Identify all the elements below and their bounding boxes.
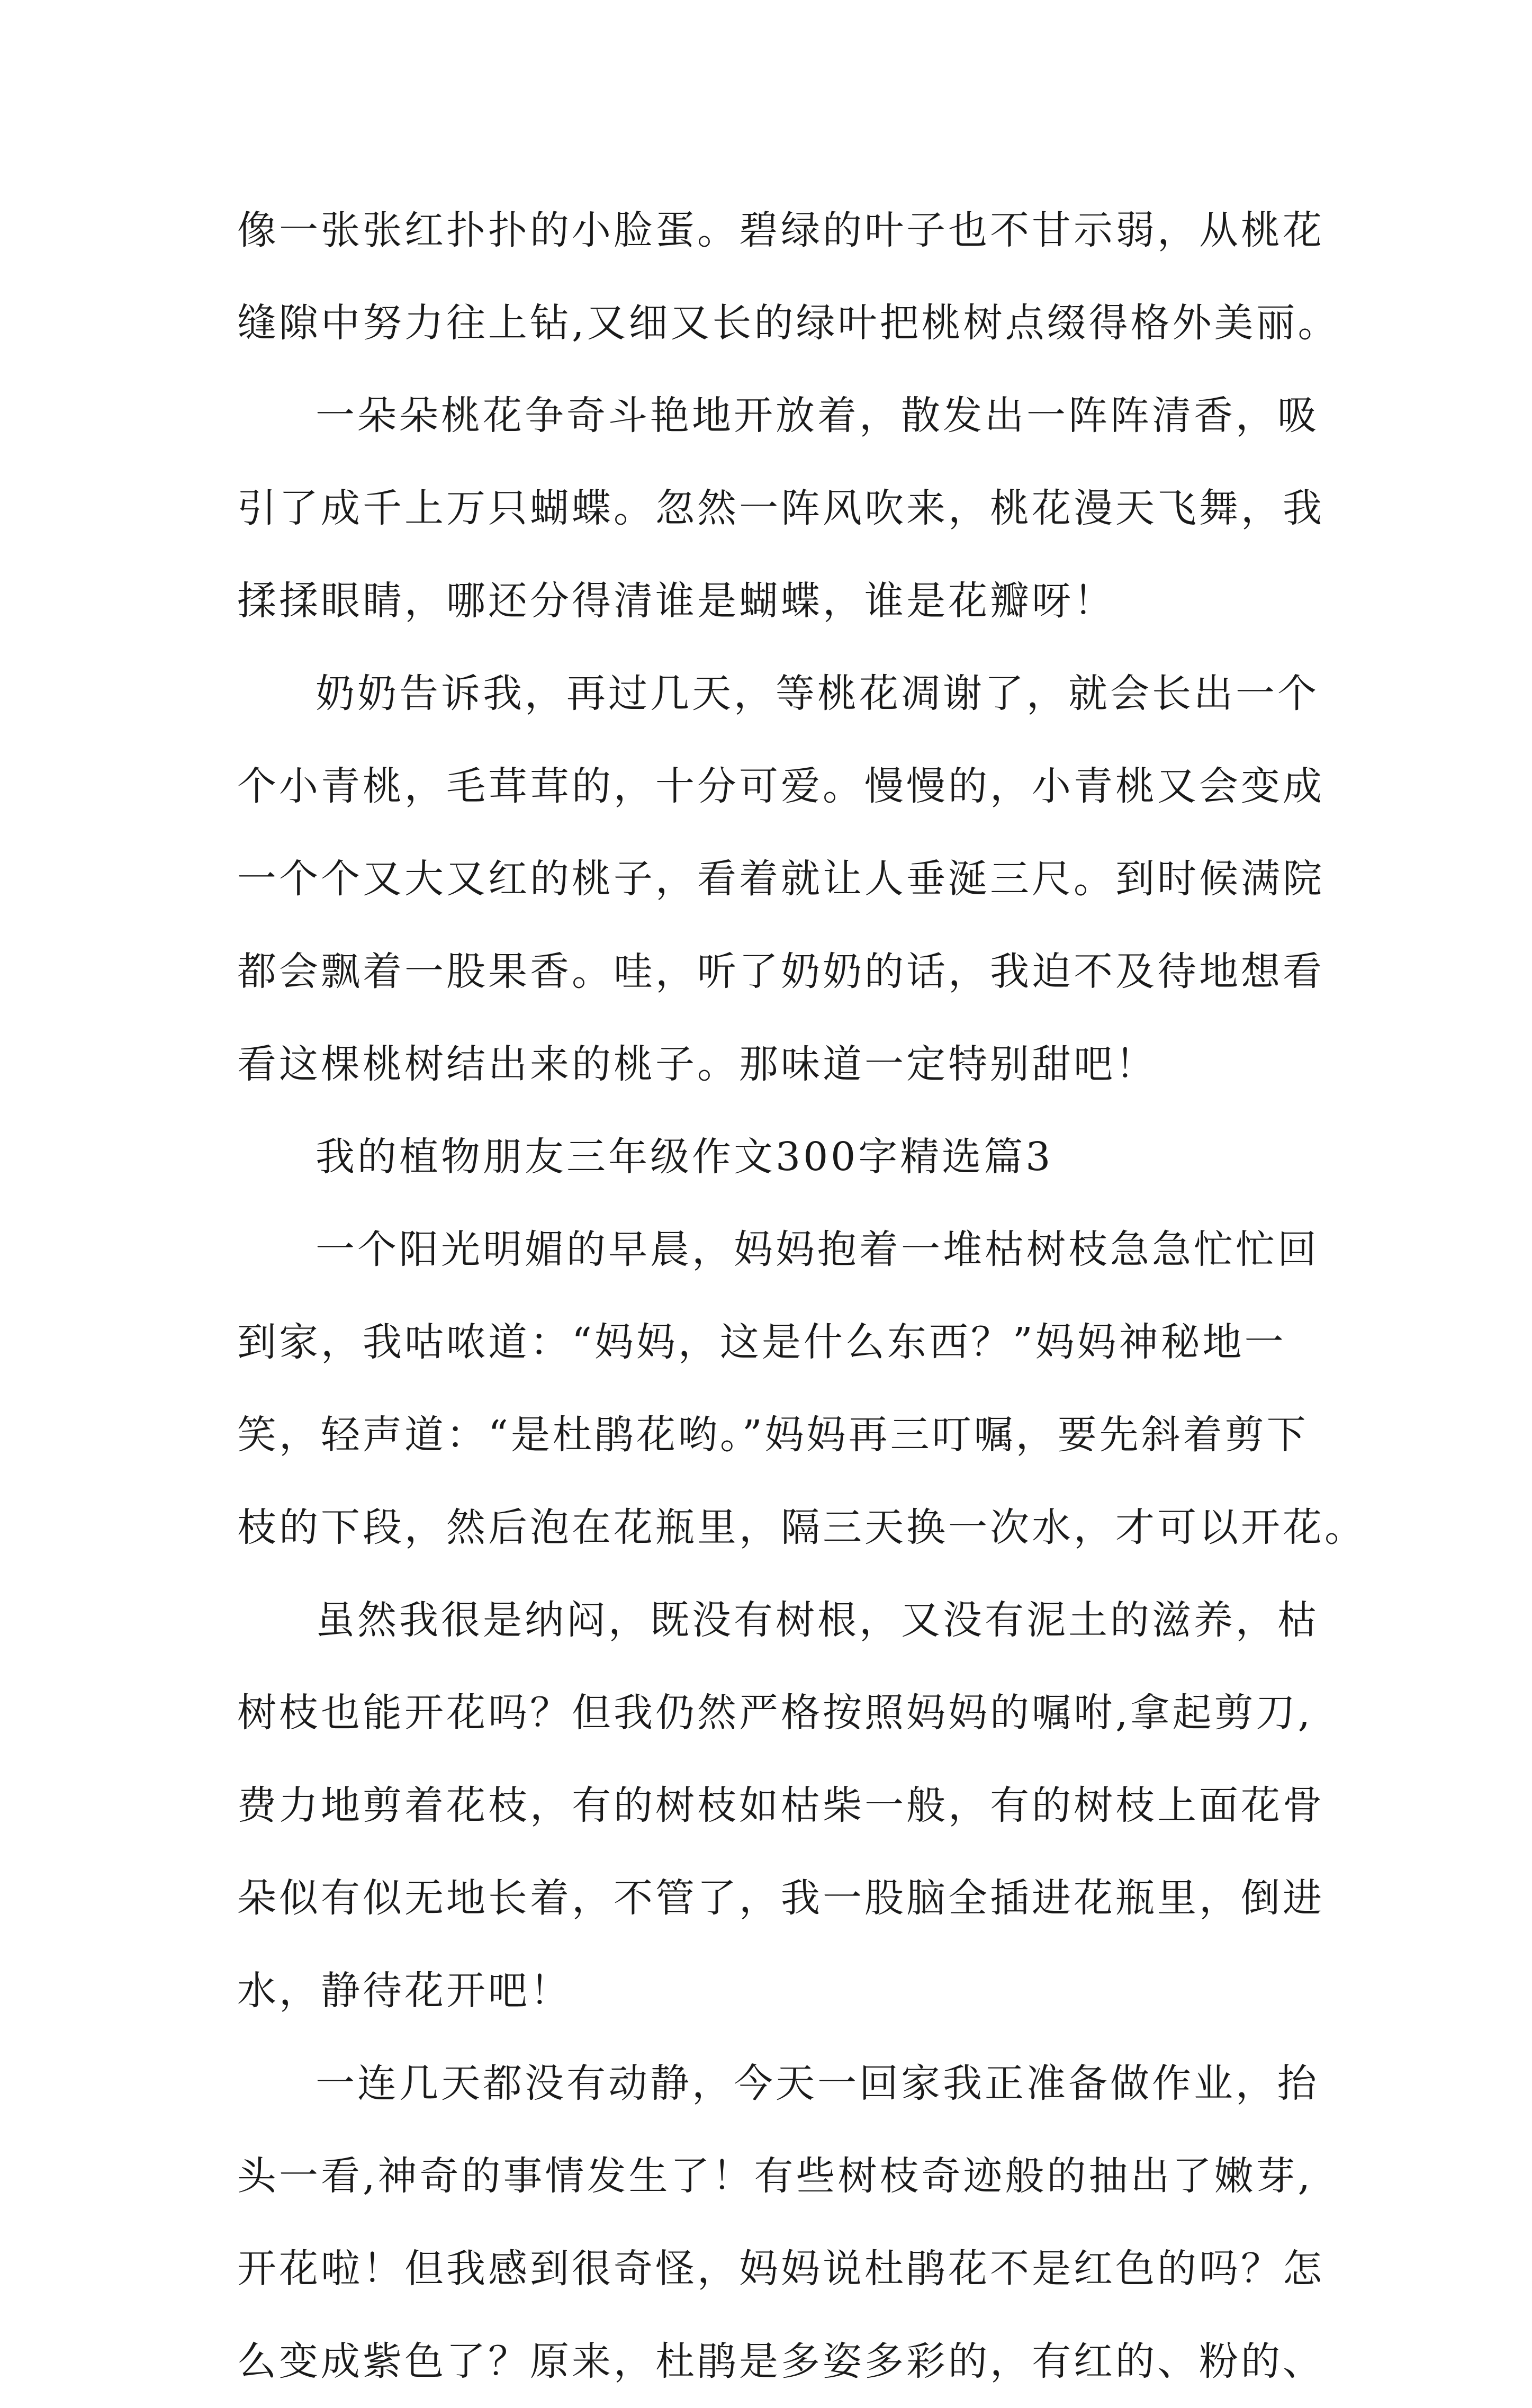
text-line-12: 一个阳光明媚的早晨，妈妈抱着一堆枯树枝急急忙忙回	[316, 1227, 1319, 1272]
text-line-3: 一朵朵桃花争奇斗艳地开放着，散发出一阵阵清香，吸	[316, 393, 1319, 438]
text-line-21: 一连几天都没有动静，今天一回家我正准备做作业，抬	[316, 2061, 1319, 2106]
essay-body	[237, 184, 1366, 2408]
text-line-6: 奶奶告诉我，再过几天，等桃花凋谢了，就会长出一个	[316, 671, 1319, 716]
text-line-22: 头一看,神奇的事情发生了！有些树枝奇迹般的抽出了嫩芽,	[237, 2153, 1313, 2199]
text-line-2: 缝隙中努力往上钻,又细又长的绿叶把桃树点缀得格外美丽。	[237, 300, 1340, 346]
text-line-1: 像一张张红扑扑的小脸蛋。碧绿的叶子也不甘示弱，从桃花	[237, 208, 1324, 253]
section-heading: 我的植物朋友三年级作文300字精选篇3	[316, 1134, 1053, 1180]
text-line-24: 么变成紫色了？原来，杜鹃是多姿多彩的，有红的、粉的、	[237, 2339, 1324, 2384]
text-line-9: 都会飘着一股果香。哇，听了奶奶的话，我迫不及待地想看	[237, 949, 1324, 994]
text-line-16: 虽然我很是纳闷，既没有树根，又没有泥土的滋养，枯	[316, 1597, 1319, 1643]
text-line-5: 揉揉眼睛，哪还分得清谁是蝴蝶，谁是花瓣呀！	[237, 578, 1115, 624]
text-line-14: 笑，轻声道：“是杜鹃花哟。”妈妈再三叮嘱，要先斜着剪下	[237, 1412, 1309, 1458]
text-line-7: 个小青桃，毛茸茸的，十分可爱。慢慢的，小青桃又会变成	[237, 763, 1324, 809]
text-line-13: 到家，我咕哝道：“妈妈，这是什么东西？”妈妈神秘地一	[237, 1319, 1286, 1365]
text-line-18: 费力地剪着花枝，有的树枝如枯柴一般，有的树枝上面花骨	[237, 1783, 1324, 1828]
text-line-17: 树枝也能开花吗？但我仍然严格按照妈妈的嘱咐,拿起剪刀,	[237, 1690, 1313, 1736]
text-line-10: 看这棵桃树结出来的桃子。那味道一定特别甜吧！	[237, 1041, 1157, 1087]
text-line-8: 一个个又大又红的桃子，看着就让人垂涎三尺。到时候满院	[237, 856, 1324, 902]
text-line-20: 水，静待花开吧！	[237, 1968, 572, 2014]
text-line-15: 枝的下段，然后泡在花瓶里，隔三天换一次水，才可以开花。	[237, 1505, 1366, 1550]
text-line-4: 引了成千上万只蝴蝶。忽然一阵风吹来，桃花漫天飞舞，我	[237, 486, 1324, 531]
text-line-23: 开花啦！但我感到很奇怪，妈妈说杜鹃花不是红色的吗？怎	[237, 2246, 1324, 2292]
text-line-19: 朵似有似无地长着，不管了，我一股脑全插进花瓶里，倒进	[237, 1875, 1324, 1921]
